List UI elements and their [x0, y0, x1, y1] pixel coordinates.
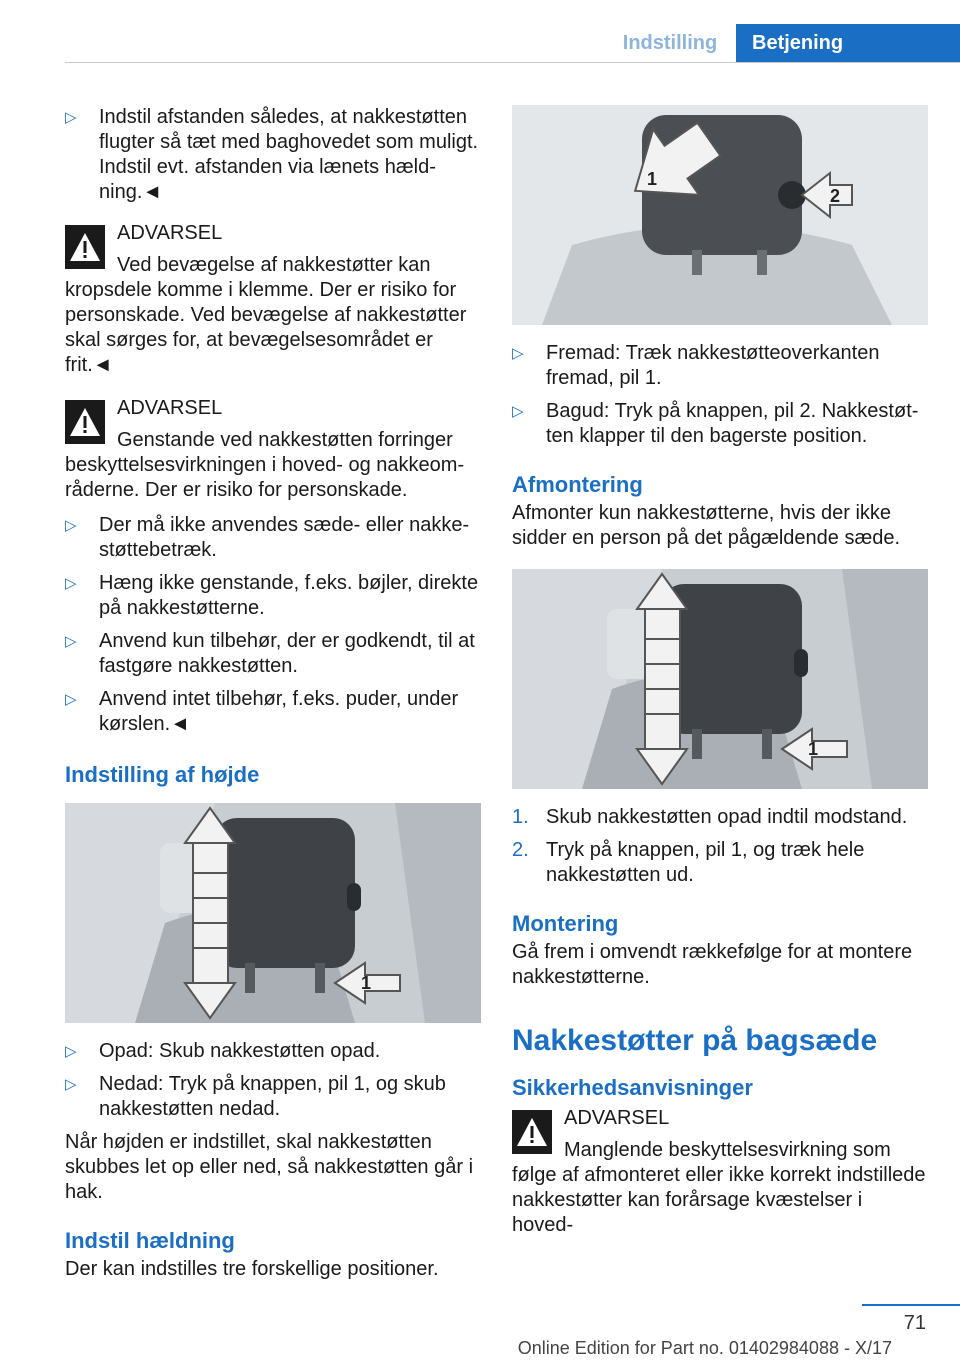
list-item: 2. Tryk på knappen, pil 1, og træk hele nakkestøtten ud. [512, 839, 865, 886]
step-number: 2. [512, 839, 529, 861]
headrest-height-figure [65, 803, 481, 1023]
right-column [512, 105, 928, 1256]
triangle-bullet-icon: ▷ [65, 575, 77, 592]
warning-icon [65, 225, 105, 269]
headrest-removal-figure [512, 569, 928, 789]
list-item: ▷ Bagud: Tryk på knappen, pil 2. Nakkestøtten klapper til den bagerste position. [512, 400, 919, 447]
warning-title: ADVARSEL [117, 222, 223, 244]
section-heading-safety: Sikkerhedsanvisninger [512, 1075, 753, 1100]
list-item: ▷ Der må ikke anvendes sæde- eller nakkestøttebetræk. [65, 514, 470, 561]
list-item: 1. Skub nakkestøtten opad indtil modstand. [512, 806, 908, 828]
warning-text: Genstande ved nakkestøtten forringer beskyttelsesvirkningen i hoved- og nakkeområderne. Der er risiko for personskade. [65, 429, 465, 501]
figure-label-1: 1 [647, 169, 658, 189]
figure-label-2: 2 [830, 186, 841, 206]
triangle-bullet-icon: ▷ [65, 1076, 77, 1093]
list-item: ▷ Fremad: Træk nakkestøtteoverkanten fremad, pil 1. [512, 342, 880, 389]
list-item: ▷ Nedad: Tryk på knappen, pil 1, og skub nakkestøtten nedad. [65, 1073, 446, 1120]
triangle-bullet-icon: ▷ [65, 517, 77, 534]
triangle-bullet-icon: ▷ [65, 633, 77, 650]
header-section-tab[interactable]: Indstilling [622, 32, 718, 54]
edition-text: Online Edition for Part no. 01402984088 - X/17 [517, 1338, 892, 1358]
warning-title: ADVARSEL [117, 397, 223, 419]
triangle-bullet-icon: ▷ [512, 403, 524, 420]
headrest-tilt-figure [512, 105, 928, 325]
section-heading-mounting: Montering [512, 911, 619, 936]
warning-box [512, 1106, 928, 1238]
footer-rule [862, 1304, 960, 1306]
list-item: ▷ Indstil afstanden således, at nakkestøtten flugter så tæt med baghovedet som muligt. Indstil evt. afstanden via lænets hældning.◄ [65, 106, 479, 203]
section-heading-removal: Afmontering [512, 472, 643, 497]
header-rule [65, 62, 960, 63]
triangle-bullet-icon: ▷ [65, 691, 77, 708]
mounting-paragraph: Gå frem i omvendt rækkefølge for at montere nakkestøtterne. [512, 941, 913, 988]
triangle-bullet-icon: ▷ [65, 1043, 77, 1060]
warning-text: Manglende beskyttelsesvirkning som følge af afmonteret eller ikke korrekt indstillede nakkestøtter kan forårsage kvæstelser i hoved- [512, 1139, 926, 1236]
height-paragraph: Når højden er indstillet, skal nakkestøtten skubbes let op eller ned, så nakkestøtten går i hak. [65, 1131, 474, 1203]
section-heading-height: Indstilling af højde [65, 762, 260, 787]
step-number: 1. [512, 806, 529, 828]
removal-paragraph: Afmonter kun nakkestøtterne, hvis der ikke sidder en person på det pågældende sæde. [512, 502, 901, 549]
list-item: ▷ Anvend kun tilbehør, der er godkendt, til at fastgøre nakkestøtten. [65, 630, 475, 677]
figure-label-1: 1 [808, 739, 819, 759]
warning-title: ADVARSEL [564, 1107, 670, 1129]
figure-label-1: 1 [361, 973, 372, 993]
warning-box [65, 396, 481, 503]
warning-box [65, 221, 481, 378]
header-chapter-tab[interactable]: Betjening [736, 24, 960, 62]
triangle-bullet-icon: ▷ [65, 109, 77, 126]
list-item: ▷ Hæng ikke genstande, f.eks. bøjler, direkte på nakkestøtterne. [65, 572, 479, 619]
list-item: ▷ Opad: Skub nakkestøtten opad. [65, 1040, 381, 1062]
left-column [65, 105, 481, 1294]
warning-icon [65, 400, 105, 444]
warning-text: Ved bevægelse af nakkestøtter kan kropsdele komme i klemme. Der er risiko for personskade. Ved bevægelse af nakkestøtter skal sørges for, at bevægelsesområdet er frit.◄ [65, 254, 467, 376]
page-number: 71 [903, 1312, 926, 1334]
triangle-bullet-icon: ▷ [512, 345, 524, 362]
section-heading-tilt: Indstil hældning [65, 1228, 235, 1253]
list-item: ▷ Anvend intet tilbehør, f.eks. puder, under kørslen.◄ [65, 688, 459, 735]
tilt-paragraph: Der kan indstilles tre forskellige positioner. [65, 1258, 439, 1280]
warning-icon [512, 1110, 552, 1154]
section-heading-rear: Nakkestøtter på bagsæde [512, 1024, 878, 1057]
